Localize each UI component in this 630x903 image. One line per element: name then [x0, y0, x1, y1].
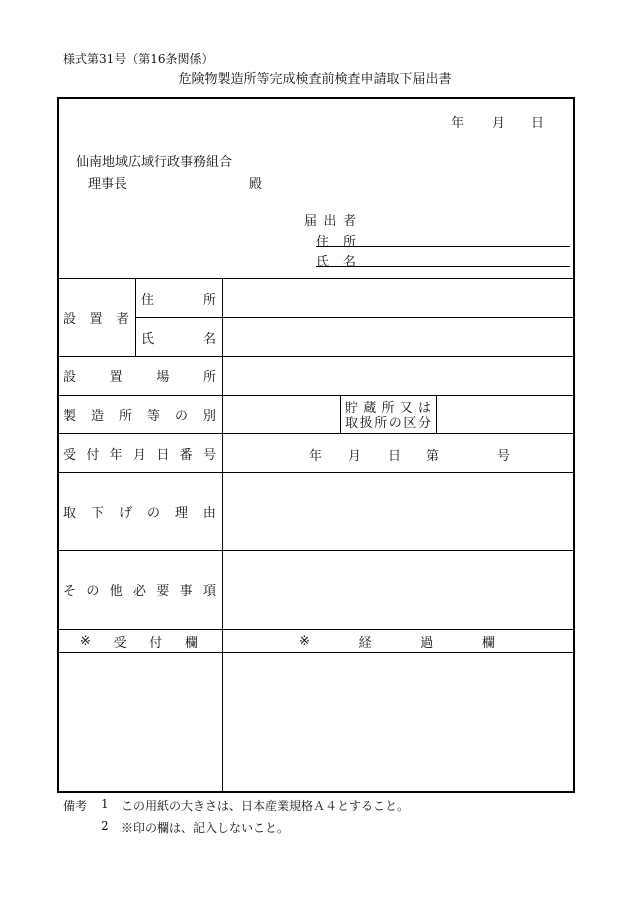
storage-category-label-2-char: 取 [345, 415, 359, 431]
progress-column-header [299, 633, 495, 649]
storage-category-label-2-char: 分 [417, 415, 431, 431]
storage-category-label-2-char: 区 [403, 415, 417, 431]
storage-category-label-1-char: 所 [381, 400, 395, 416]
location-label-char: 所 [202, 369, 216, 385]
storage-category-label-1-char: は [417, 400, 431, 416]
note-2-text: ※印の欄は、記入しないこと。 [121, 821, 290, 835]
receipt-date-number-label-char: 付 [86, 447, 100, 463]
storage-category-label-1-char: 蔵 [363, 400, 377, 416]
installer-label-char: 置 [89, 311, 103, 327]
note-1-number: 1 [101, 797, 109, 811]
receipt-go: 号 [497, 449, 511, 464]
name-line [316, 266, 570, 267]
installer-name-label-char: 氏 [141, 331, 155, 347]
storage-category-label-1-char: 又 [399, 400, 413, 416]
form-number: 様式第31号（第16条関係） [63, 52, 214, 66]
installer-address-label-char: 住 [141, 292, 155, 308]
date-year: 年 [451, 116, 465, 131]
addressee-org: 仙南地域広域行政事務組合 [76, 155, 233, 170]
reason-label-char: げ [118, 505, 132, 521]
col-divider [436, 395, 437, 433]
row-divider [57, 629, 575, 630]
reason-label-char: 取 [63, 505, 77, 521]
reception-column-header-char: 付 [149, 635, 163, 651]
other-matters-label-char: 他 [109, 583, 123, 599]
applicant-label-char: 出 [323, 213, 337, 229]
date-month: 月 [492, 116, 506, 131]
installer-label-char: 設 [63, 311, 77, 327]
storage-category-label-2-char: 所 [374, 415, 388, 431]
receipt-month: 月 [348, 449, 362, 464]
other-matters-label [63, 581, 216, 597]
receipt-date-number-label-char: 月 [132, 447, 146, 463]
other-matters-label-char: 項 [202, 583, 216, 599]
col-divider [135, 278, 136, 356]
storage-category-label-2 [345, 413, 431, 429]
progress-column-header-char: 過 [420, 635, 434, 651]
receipt-date-number-label-char: 年 [109, 447, 123, 463]
row-divider [57, 433, 575, 434]
receipt-date-number-label [63, 445, 216, 461]
installer-label [63, 309, 129, 325]
reason-label-char: の [146, 505, 160, 521]
location-label-char: 場 [156, 369, 170, 385]
note-2-number: 2 [101, 819, 109, 833]
storage-category-label-2-char: の [388, 415, 402, 431]
storage-category-label-2-char: 扱 [359, 415, 373, 431]
date-day: 日 [531, 116, 545, 131]
row-divider [57, 550, 575, 551]
other-matters-label-char: 要 [156, 583, 170, 599]
form-title: 危険物製造所等完成検査前検査申請取下届出書 [178, 72, 452, 87]
facility-type-label-char: 所 [118, 408, 132, 424]
applicant-label-char: 者 [342, 213, 356, 229]
col-divider [340, 395, 341, 433]
facility-type-label-char: 別 [202, 408, 216, 424]
receipt-date-number-label-char: 日 [156, 447, 170, 463]
receipt-day: 日 [388, 449, 402, 464]
installer-name-label-char: 名 [202, 331, 216, 347]
facility-type-label-char: の [174, 408, 188, 424]
notes-label: 備考 [63, 799, 88, 813]
facility-type-label-char: 等 [146, 408, 160, 424]
note-1-text: この用紙の大きさは、日本産業規格Ａ４とすること。 [121, 799, 410, 813]
row-divider [57, 472, 575, 473]
location-label [63, 367, 216, 383]
receipt-no: 第 [426, 449, 440, 464]
progress-column-header-char: 経 [358, 635, 372, 651]
applicant-name-label-char: 名 [342, 254, 356, 270]
applicant-name-label-char: 氏 [316, 254, 330, 270]
row-divider [135, 317, 575, 318]
installer-address-label-char: 所 [202, 292, 216, 308]
progress-column-header-char: ※ [299, 633, 310, 649]
other-matters-label-char: の [86, 583, 100, 599]
location-label-char: 置 [109, 369, 123, 385]
applicant-label-char: 届 [304, 213, 318, 229]
reception-column-header-char: 欄 [184, 635, 198, 651]
col-divider [222, 278, 223, 793]
facility-type-label [63, 406, 216, 422]
receipt-date-number-label-char: 号 [202, 447, 216, 463]
location-label-char: 設 [63, 369, 77, 385]
addressee-title: 理事長 [88, 177, 128, 192]
receipt-date-number-label-char: 番 [179, 447, 193, 463]
row-divider [57, 395, 575, 396]
reception-column-header-char: 受 [113, 635, 127, 651]
installer-name-label [141, 329, 216, 345]
other-matters-label-char: 事 [179, 583, 193, 599]
reception-column-header [80, 633, 198, 649]
facility-type-label-char: 製 [63, 408, 77, 424]
facility-type-label-char: 造 [90, 408, 104, 424]
storage-category-label-1-char: 貯 [345, 400, 359, 416]
reason-label-char: 理 [174, 505, 188, 521]
progress-column-header-char: 欄 [481, 635, 495, 651]
installer-label-char: 者 [115, 311, 129, 327]
row-divider [57, 652, 575, 653]
applicant-address-label-char: 住 [316, 234, 330, 250]
other-matters-label-char: 必 [132, 583, 146, 599]
reason-label-char: 下 [90, 505, 104, 521]
reception-column-header-char: ※ [80, 633, 91, 649]
honorific: 殿 [249, 177, 263, 192]
address-line [316, 246, 570, 247]
receipt-year: 年 [309, 449, 323, 464]
installer-address-label [141, 290, 216, 306]
applicant-address-label-char: 所 [342, 234, 356, 250]
other-matters-label-char: そ [63, 583, 77, 599]
receipt-date-number-label-char: 受 [63, 447, 77, 463]
reason-label [63, 503, 216, 519]
row-divider [57, 356, 575, 357]
reason-label-char: 由 [202, 505, 216, 521]
applicant-label [304, 211, 356, 227]
